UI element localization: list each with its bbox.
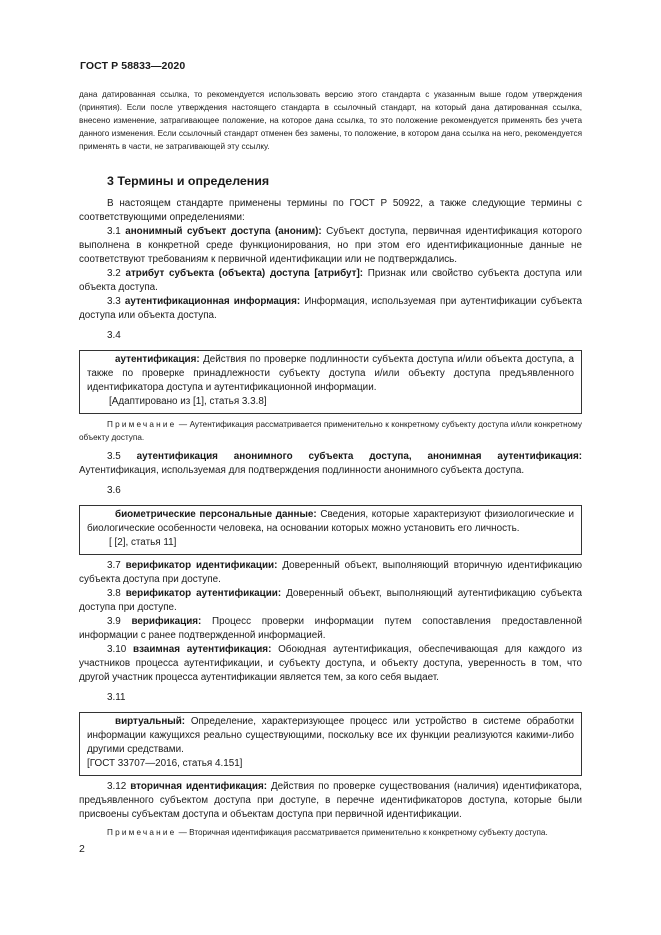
term-name: биометрические персональные данные: [115,509,317,520]
note-text: — Вторичная идентификация рассматривается применительно к конкретному субъекту доступа. [176,828,548,837]
term-name: аутентификационная информация: [124,296,301,307]
term-name: аутентификация: [115,354,200,365]
term-entry-3-7 [79,559,582,587]
term-name: верификатор аутентификации: [125,588,282,599]
term-box-3-11 [79,712,582,776]
section-title: 3 Термины и определения [107,174,270,188]
term-source: [ [2], статья 11] [109,537,177,548]
term-name: виртуальный: [115,716,186,727]
term-definition: Аутентификация, используемая для подтверждения подлинности анонимного субъекта доступа. [79,465,525,476]
term-definition: Доверенный объект, выполняющий вторичную идентификацию субъекта доступа при доступе. [79,560,583,585]
term-entry-3-8 [79,587,582,615]
note-2 [79,826,582,839]
note-label: Примечание [107,828,177,837]
note-label: Примечание [107,420,177,429]
term-entry-3-6 [87,508,574,536]
page-header: ГОСТ Р 58833—2020 [80,60,186,72]
term-number: 3.7 [107,560,121,571]
term-entry-3-5 [79,450,582,478]
term-entry-3-11 [87,715,574,757]
term-number: 3.2 [107,268,121,279]
term-entry-3-3 [79,295,582,323]
term-box-3-4 [79,350,582,414]
term-definition: Сведения, которые характеризуют физиологические и биологические особенности человека, на основании которых можно установить его личность. [87,509,574,534]
term-number-3-4: 3.4 [107,330,121,341]
intro-paragraph: дана датированная ссылка, то рекомендуется использовать версию этого стандарта с указанным выше годом утверждения (принятия). Если после утверждения настоящего стандарта в ссылочный стандарт, на который дана датированная ссылка, внесено изменение, затрагивающее положение, на которое дана ссылка, то это положение рекомендуется применять без учета данного изменения. Если ссылочный стандарт отменен без замены, то положение, в котором дана ссылка на него, рекомендуется применять в части, не затрагивающей эту ссылку. [79,90,582,151]
term-definition: Доверенный объект, выполняющий аутентификацию субъекта доступа при доступе. [79,588,582,613]
term-number-3-11: 3.11 [107,692,126,703]
section-intro: В настоящем стандарте применены термины по ГОСТ Р 50922, а также следующие термины с соответствующими определениями: [79,198,582,223]
term-entry-3-2 [79,267,582,295]
page-number: 2 [79,843,85,855]
term-definition: Действия по проверке существования (наличия) идентификатора, предъявленного субъектом доступа при доступе, в перечне идентификаторов доступа, которые были присвоены субъектам доступа и объектам доступа при первичной идентификации. [79,781,582,820]
term-definition: Субъект доступа, первичная идентификация которого выполнена в конкретной среде функционирования, но при этом его идентификационные данные не соответствуют требованиям к первичной идентификации или не подтверждались. [79,226,582,265]
term-number: 3.5 [107,451,121,462]
page-content [79,88,582,845]
term-entry-3-1 [79,225,582,267]
term-name: вторичная идентификация: [130,781,267,792]
note-text: — Аутентификация рассматривается применительно к конкретному субъекту доступа и/или конкретному объекту доступа. [79,420,582,442]
term-definition: Информация, используемая при аутентификации субъекта доступа или объекта доступа. [79,296,582,321]
term-name: верификатор идентификации: [125,560,278,571]
term-definition: Обоюдная аутентификация, обеспечивающая для каждого из участников процесса аутентификации, и субъекту доступа, и объекту доступа, уверенность в том, что другой участник процесса аутентификации является тем, за кого себя выдает. [79,644,582,683]
term-entry-3-4 [87,353,574,395]
term-name: взаимная аутентификация: [133,644,272,655]
term-box-3-6 [79,505,582,555]
term-number: 3.3 [107,296,121,307]
term-number: 3.12 [107,781,127,792]
term-name: анонимный субъект доступа (аноним): [125,226,322,237]
term-source: [Адаптировано из [1], статья 3.3.8] [109,396,267,407]
note-1 [79,418,582,444]
term-number: 3.1 [107,226,121,237]
term-number: 3.9 [107,616,121,627]
term-number: 3.10 [107,644,127,655]
term-definition: Признак или свойство субъекта доступа или объекта доступа. [79,268,582,293]
term-entry-3-9 [79,615,582,643]
term-definition: Определение, характеризующее процесс или устройство в системе обработки информации кажущихся реально существующими, поскольку все их функции реализуются какими-либо другими средствами. [87,716,574,755]
term-definition: Действия по проверке подлинности субъекта доступа и/или объекта доступа, а также по проверке принадлежности субъекту доступа и/или объекту доступа предъявленного идентификатора доступа и аутентификационной информации. [87,354,574,393]
term-number: 3.8 [107,588,121,599]
term-number-3-6: 3.6 [107,485,121,496]
term-name: аутентификация анонимного субъекта доступа, анонимная аутентификация: [136,451,582,462]
term-name: атрибут субъекта (объекта) доступа [атрибут]: [125,268,364,279]
term-name: верификация: [131,616,202,627]
term-entry-3-12 [79,780,582,822]
term-source: [ГОСТ 33707—2016, статья 4.151] [87,758,243,769]
term-definition: Процесс проверки информации путем сопоставления предоставленной информации с ранее подтвержденной информацией. [79,616,582,641]
term-entry-3-10 [79,643,582,685]
